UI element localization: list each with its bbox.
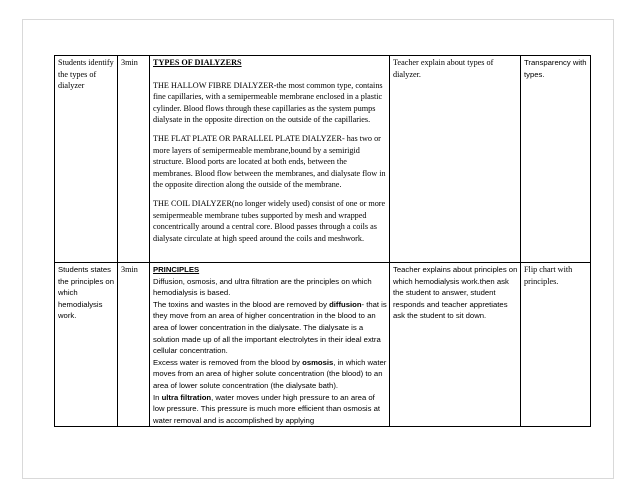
paragraph: Excess water is removed from the blood by osmosis, in which water moves from an area of higher solute concentration (the blood) to an area of lower solute concentration (the dialysate bath). [153,357,387,390]
time-cell: 3min [118,56,150,263]
objective-cell: Students states the principles on which hemodialysis work. [55,263,118,427]
lesson-plan-table [54,55,591,427]
paragraph: THE COIL DIALYZER(no longer widely used) consist of one or more semipermeable membrane tubes supported by mesh and wrapped concentrically around a central core. Blood passes through a coils as dialysate circulate at high speed around the coils and meshwork. [153,198,386,243]
paragraph: In ultra filtration, water moves under high pressure to an area of low pressure. This pressure is much more efficient than osmosis at water removal and is accomplished by applying [153,392,381,425]
paragraph: Diffusion, osmosis, and ultra filtration are the principles on which hemodialysis is based. [153,276,372,298]
teacher-activity-cell: Teacher explain about types of dialyzer. [390,56,521,263]
bold-term: osmosis [302,357,334,367]
table-row [55,56,591,263]
paragraph: THE HALLOW FIBRE DIALYZER-the most common type, contains fine capillaries, with a semipermeable membrane enclosed in a plastic cylinder. Blood flows through these capillaries as the system pumps dialysate in the opposite direction on the outside of the capillaries. [153,80,383,125]
paragraph: The toxins and wastes in the blood are removed by diffusion- that is they move from an area of higher concentration in the blood to an area of lower concentration in the dialysate. The dialysate is a solution made up of all the important electrolytes in their ideal extra cellular concentration. [153,299,387,356]
av-aids-cell: Flip chart with principles. [521,263,591,427]
table-row [55,263,591,427]
bold-term: ultra filtration [161,392,212,402]
section-heading: PRINCIPLES [153,265,200,274]
content-cell [150,263,390,427]
bold-term: diffusion [329,299,362,309]
av-aids-cell: Transparency with types. [521,56,591,263]
content-cell [150,56,390,263]
objective-cell: Students identify the types of dialyzer [55,56,118,263]
paragraph: THE FLAT PLATE OR PARALLEL PLATE DIALYZER- has two or more layers of semipermeable membrane,bound by a semirigid structure. Blood ports are located at both ends, between the membranes. Blood flow between the membranes, and dialysate flow in the opposite direction along the outside of the membrane. [153,133,386,190]
time-cell: 3min [118,263,150,427]
teacher-activity-cell: Teacher explains about principles on which hemodialysis work.then ask the student to answer, student responds and teacher appretiates ask the student to sit down. [390,263,521,427]
section-heading: TYPES OF DIALYZERS [153,58,242,67]
